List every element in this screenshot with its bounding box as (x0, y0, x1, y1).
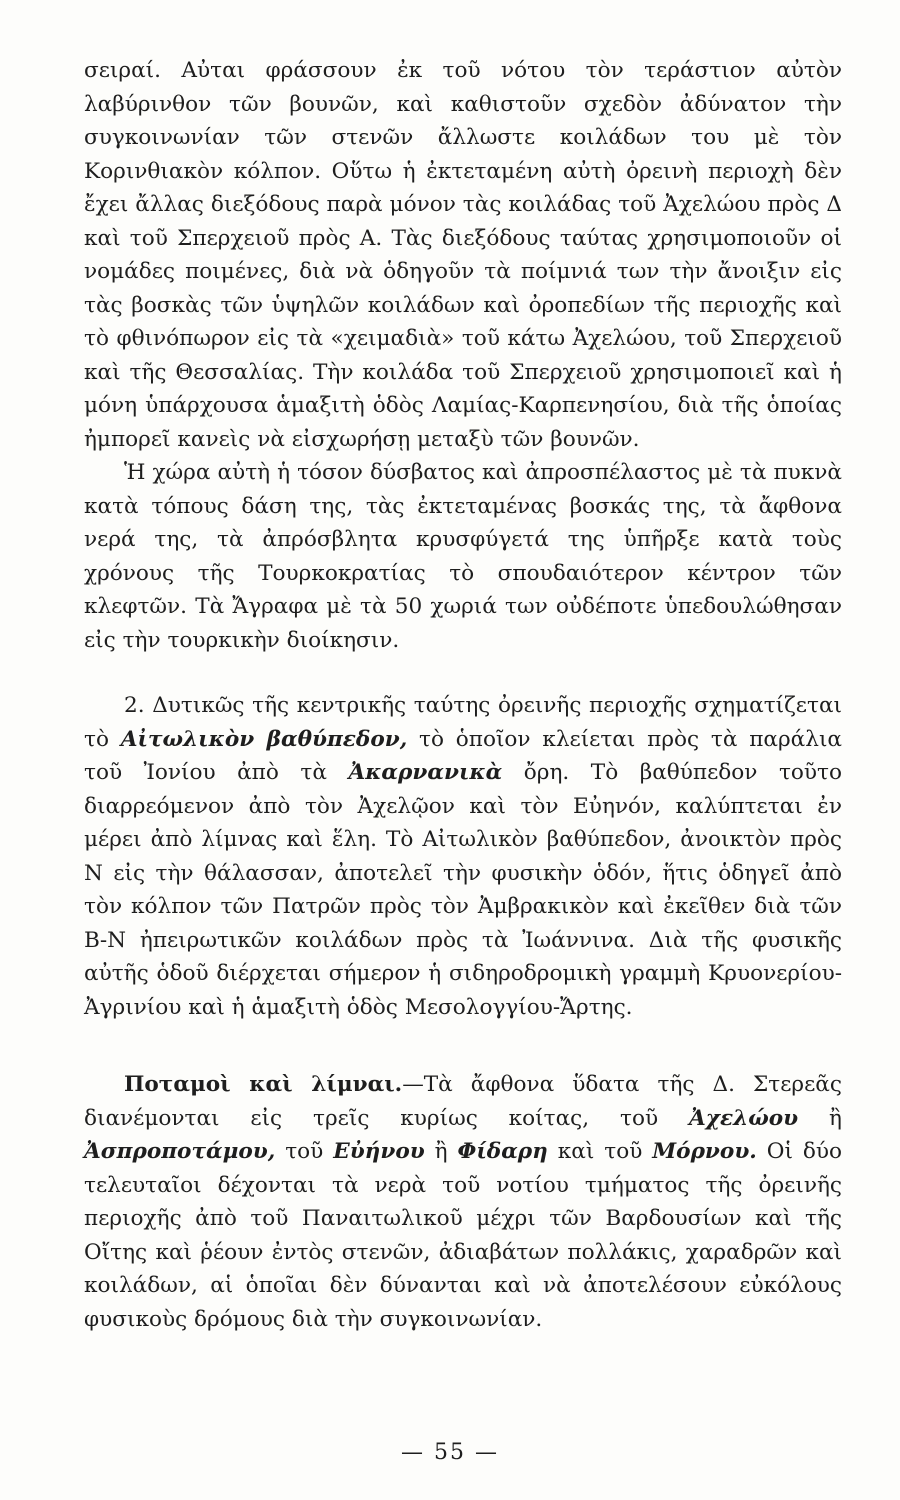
page-number: — 55 — (401, 1440, 499, 1465)
section-heading: Ποταμοὶ καὶ λίμναι. (124, 1072, 403, 1097)
term-aitoliko-vathypedo: Αἰτωλικὸν βαθύπεδον, (120, 726, 408, 752)
paragraph-3-text-a: 2. Δυτικῶς τῆς κεντρικῆς ταύτης ὀρεινῆς περιοχῆς σχηματίζεται τὸ (84, 693, 842, 752)
paragraph-4-text-d: ἢ (434, 1139, 448, 1164)
paragraph-1: σειραί. Αὐται φράσσουν ἐκ τοῦ νότου τὸν τεράστιον αὐτὸν λαβύρινθον τῶν βουνῶν, καὶ καθιστοῦν σχεδὸν ἀδύνατον τὴν συγκοινωνίαν τῶν στενῶν ἄλλωστε κοιλάδων του μὲ τὸν Κορινθιακὸν κόλπον. Οὕτω ἡ ἐκτεταμένη αὐτὴ ὀρεινὴ περιοχὴ δὲν ἔχει ἄλλας διεξόδους παρὰ μόνον τὰς κοιλάδας τοῦ Ἀχελώου πρὸς Δ καὶ τοῦ Σπερχειοῦ πρὸς Α. Τὰς διεξόδους ταύτας χρησιμοποιοῦν οἱ νομάδες ποιμένες, διὰ νὰ ὁδηγοῦν τὰ ποίμνιά των τὴν ἄνοιξιν εἰς τὰς βοσκὰς τῶν ὑψηλῶν κοιλάδων καὶ ὀροπεδίων τῆς περιοχῆς καὶ τὸ φθινόπωρον εἰς τὰ «χειμαδιὰ» τοῦ κάτω Ἀχελώου, τοῦ Σπερχειοῦ καὶ τῆς Θεσσαλίας. Τὴν κοιλάδα τοῦ Σπερχειοῦ χρησιμοποιεῖ καὶ ἡ μόνη ὑπάρχουσα ἁμαξιτὴ ὁδὸς Λαμίας-Καρπενησίου, διὰ τῆς ὁποίας ἠμπορεῖ κανεὶς νὰ εἰσχωρήσῃ μεταξὺ τῶν βουνῶν. (84, 58, 842, 452)
paragraph-4-text-b: ἢ (829, 1105, 842, 1131)
paragraph-4-text-e: καὶ τοῦ (557, 1139, 643, 1164)
term-acheloos: Ἀχελώου (688, 1105, 799, 1131)
paragraph-4-text-f: Οἱ δύο τελευταῖοι δέχονται τὰ νερὰ τοῦ νοτίου τμήματος τῆς ὀρεινῆς περιοχῆς ἀπὸ τοῦ Παναιτωλικοῦ μέχρι τῶν Βαρδουσίων καὶ τῆς Οἴτης καὶ ῥέουν ἐντὸς στενῶν, ἀδιαβάτων πολλάκις, χαραδρῶν καὶ κοιλάδων, αἱ ὁποῖαι δὲν δύνανται καὶ νὰ ἀποτελέσουν εὐκόλους φυσικοὺς δρόμους διὰ τὴν συγκοινωνίαν. (84, 1139, 842, 1332)
body-text (84, 54, 842, 1336)
paragraph-3-text-b: τὸ ὁποῖον κλείεται πρὸς τὰ παράλια τοῦ Ἰονίου ἀπὸ τὰ (84, 726, 842, 785)
term-akarnanika: Ἀκαρνανικὰ (348, 760, 503, 785)
paragraph-4-text-a: —Τὰ ἄφθονα ὕδατα τῆς Δ. Στερεᾶς διανέμονται εἰς τρεῖς κυρίως κοίτας, τοῦ (84, 1072, 842, 1131)
paragraph-3-text-c: ὄρη. Τὸ βαθύπεδον τοῦτο διαρρεόμενον ἀπὸ τὸν Ἀχελῷον καὶ τὸν Εὐηνόν, καλύπτεται ἐν μέρει ἀπὸ λίμνας καὶ ἕλη. Τὸ Αἰτωλικὸν βαθύπεδον, ἀνοικτὸν πρὸς Ν εἰς τὴν θάλασσαν, ἀποτελεῖ τὴν φυσικὴν ὁδόν, ἥτις ὁδηγεῖ ἀπὸ τὸν κόλπον τῶν Πατρῶν πρὸς τὸν Ἀμβρακικὸν καὶ ἐκεῖθεν διὰ τῶν Β-Ν ἠπειρωτικῶν κοιλάδων πρὸς τὰ Ἰωάννινα. Διὰ τῆς φυσικῆς αὐτῆς ὁδοῦ διέρχεται σήμερον ἡ σιδηροδρομικὴ γραμμὴ Κρυονερίου-Ἀγρινίου καὶ ἡ ἁμαξιτὴ ὁδὸς Μεσολογγίου-Ἄρτης. (84, 760, 842, 1020)
paragraph-4-text-c: τοῦ (285, 1139, 324, 1164)
paragraph-4 (84, 1068, 842, 1336)
term-aspropotamos: Ἀσπροποτάμου, (84, 1139, 276, 1164)
paragraph-3 (84, 689, 842, 1024)
term-evinos: Εὐήνου (333, 1139, 425, 1164)
term-mornos: Μόρνου. (652, 1139, 757, 1164)
paragraph-2: Ἡ χώρα αὐτὴ ἡ τόσον δύσβατος καὶ ἀπροσπέλαστος μὲ τὰ πυκνὰ κατὰ τόπους δάση της, τὰς ἐκτεταμένας βοσκάς της, τὰ ἄφθονα νερά της, τὰ ἀπρόσβλητα κρυσφύγετά της ὑπῆρξε κατὰ τοὺς χρόνους τῆς Τουρκοκρατίας τὸ σπουδαιότερον κέντρον τῶν κλεφτῶν. Τὰ Ἄγραφα μὲ τὰ 50 χωριά των οὐδέποτε ὑπεδουλώθησαν εἰς τὴν τουρκικὴν διοίκησιν. (84, 460, 842, 653)
term-fidaris: Φίδαρη (457, 1139, 548, 1164)
